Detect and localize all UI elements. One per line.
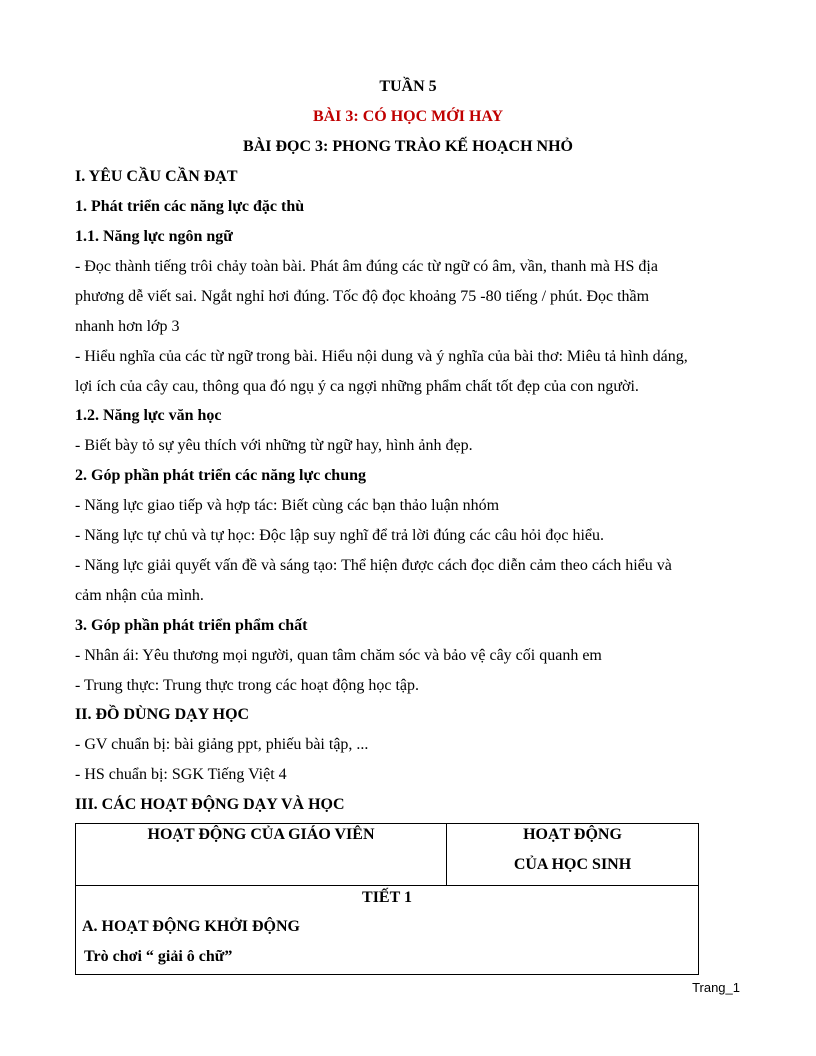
table-row bbox=[76, 886, 699, 975]
page-number: Trang_1 bbox=[692, 980, 740, 995]
section-1-heading: I. YÊU CẦU CẦN ĐẠT bbox=[75, 168, 238, 185]
paragraph-line: - Năng lực giải quyết vấn đề và sáng tạo: Thể hiện được cách đọc diễn cảm theo cách hiểu và bbox=[75, 557, 672, 574]
paragraph-line: - Năng lực giao tiếp và hợp tác: Biết cùng các bạn thảo luận nhóm bbox=[75, 497, 500, 514]
student-column-label-line1: HOẠT ĐỘNG bbox=[523, 826, 622, 843]
paragraph-line: - Trung thực: Trung thực trong các hoạt động học tập. bbox=[75, 677, 419, 694]
subsection-1-heading: 1. Phát triển các năng lực đặc thù bbox=[75, 198, 305, 215]
section-2-heading: II. ĐỒ DÙNG DẠY HỌC bbox=[75, 706, 250, 723]
subsection-2-heading: 2. Góp phần phát triển các năng lực chung bbox=[75, 467, 366, 484]
reading-title: BÀI ĐỌC 3: PHONG TRÀO KẾ HOẠCH NHỎ bbox=[243, 138, 573, 155]
activity-heading: A. HOẠT ĐỘNG KHỞI ĐỘNG bbox=[82, 918, 300, 935]
paragraph-line: - Nhân ái: Yêu thương mọi người, quan tâm chăm sóc và bảo vệ cây cối quanh em bbox=[75, 647, 602, 664]
student-column-header bbox=[447, 824, 699, 886]
paragraph-line: - Năng lực tự chủ và tự học: Độc lập suy nghĩ để trả lời đúng các câu hỏi đọc hiểu. bbox=[75, 527, 604, 544]
student-column-label-line2: CỦA HỌC SINH bbox=[513, 856, 632, 873]
period-cell bbox=[76, 886, 699, 975]
activities-table bbox=[75, 823, 699, 975]
subsection-1-1-heading: 1.1. Năng lực ngôn ngữ bbox=[75, 228, 233, 245]
subsection-1-2-heading: 1.2. Năng lực văn học bbox=[75, 407, 222, 424]
paragraph-line: - Hiểu nghĩa của các từ ngữ trong bài. Hiểu nội dung và ý nghĩa của bài thơ: Miêu tả hình dáng, bbox=[75, 348, 688, 365]
week-heading: TUẦN 5 bbox=[379, 78, 437, 95]
paragraph-line: nhanh hơn lớp 3 bbox=[75, 318, 180, 335]
paragraph-line: - Đọc thành tiếng trôi chảy toàn bài. Phát âm đúng các từ ngữ có âm, vần, thanh mà HS địa bbox=[75, 258, 658, 275]
paragraph-line: - Biết bày tỏ sự yêu thích với những từ ngữ hay, hình ảnh đẹp. bbox=[75, 437, 473, 454]
paragraph-line: cảm nhận của mình. bbox=[75, 587, 204, 604]
period-label: TIẾT 1 bbox=[362, 889, 412, 906]
paragraph-line: - HS chuẩn bị: SGK Tiếng Việt 4 bbox=[75, 766, 287, 783]
paragraph-line: - GV chuẩn bị: bài giảng ppt, phiếu bài tập, ... bbox=[75, 736, 369, 753]
lesson-title: BÀI 3: CÓ HỌC MỚI HAY bbox=[312, 108, 504, 125]
game-title: Trò chơi “ giải ô chữ” bbox=[84, 948, 233, 965]
teacher-column-header bbox=[76, 824, 447, 886]
paragraph-line: lợi ích của cây cau, thông qua đó ngụ ý ca ngợi những phẩm chất tốt đẹp của con người. bbox=[75, 378, 639, 395]
section-3-heading: III. CÁC HOẠT ĐỘNG DẠY VÀ HỌC bbox=[75, 796, 345, 813]
teacher-column-label: HOẠT ĐỘNG CỦA GIÁO VIÊN bbox=[147, 826, 375, 843]
paragraph-line: phương dễ viết sai. Ngắt nghỉ hơi đúng. Tốc độ đọc khoảng 75 -80 tiếng / phút. Đọc thầm bbox=[75, 288, 650, 305]
subsection-3-heading: 3. Góp phần phát triển phẩm chất bbox=[75, 617, 308, 634]
table-header-row bbox=[76, 824, 699, 886]
